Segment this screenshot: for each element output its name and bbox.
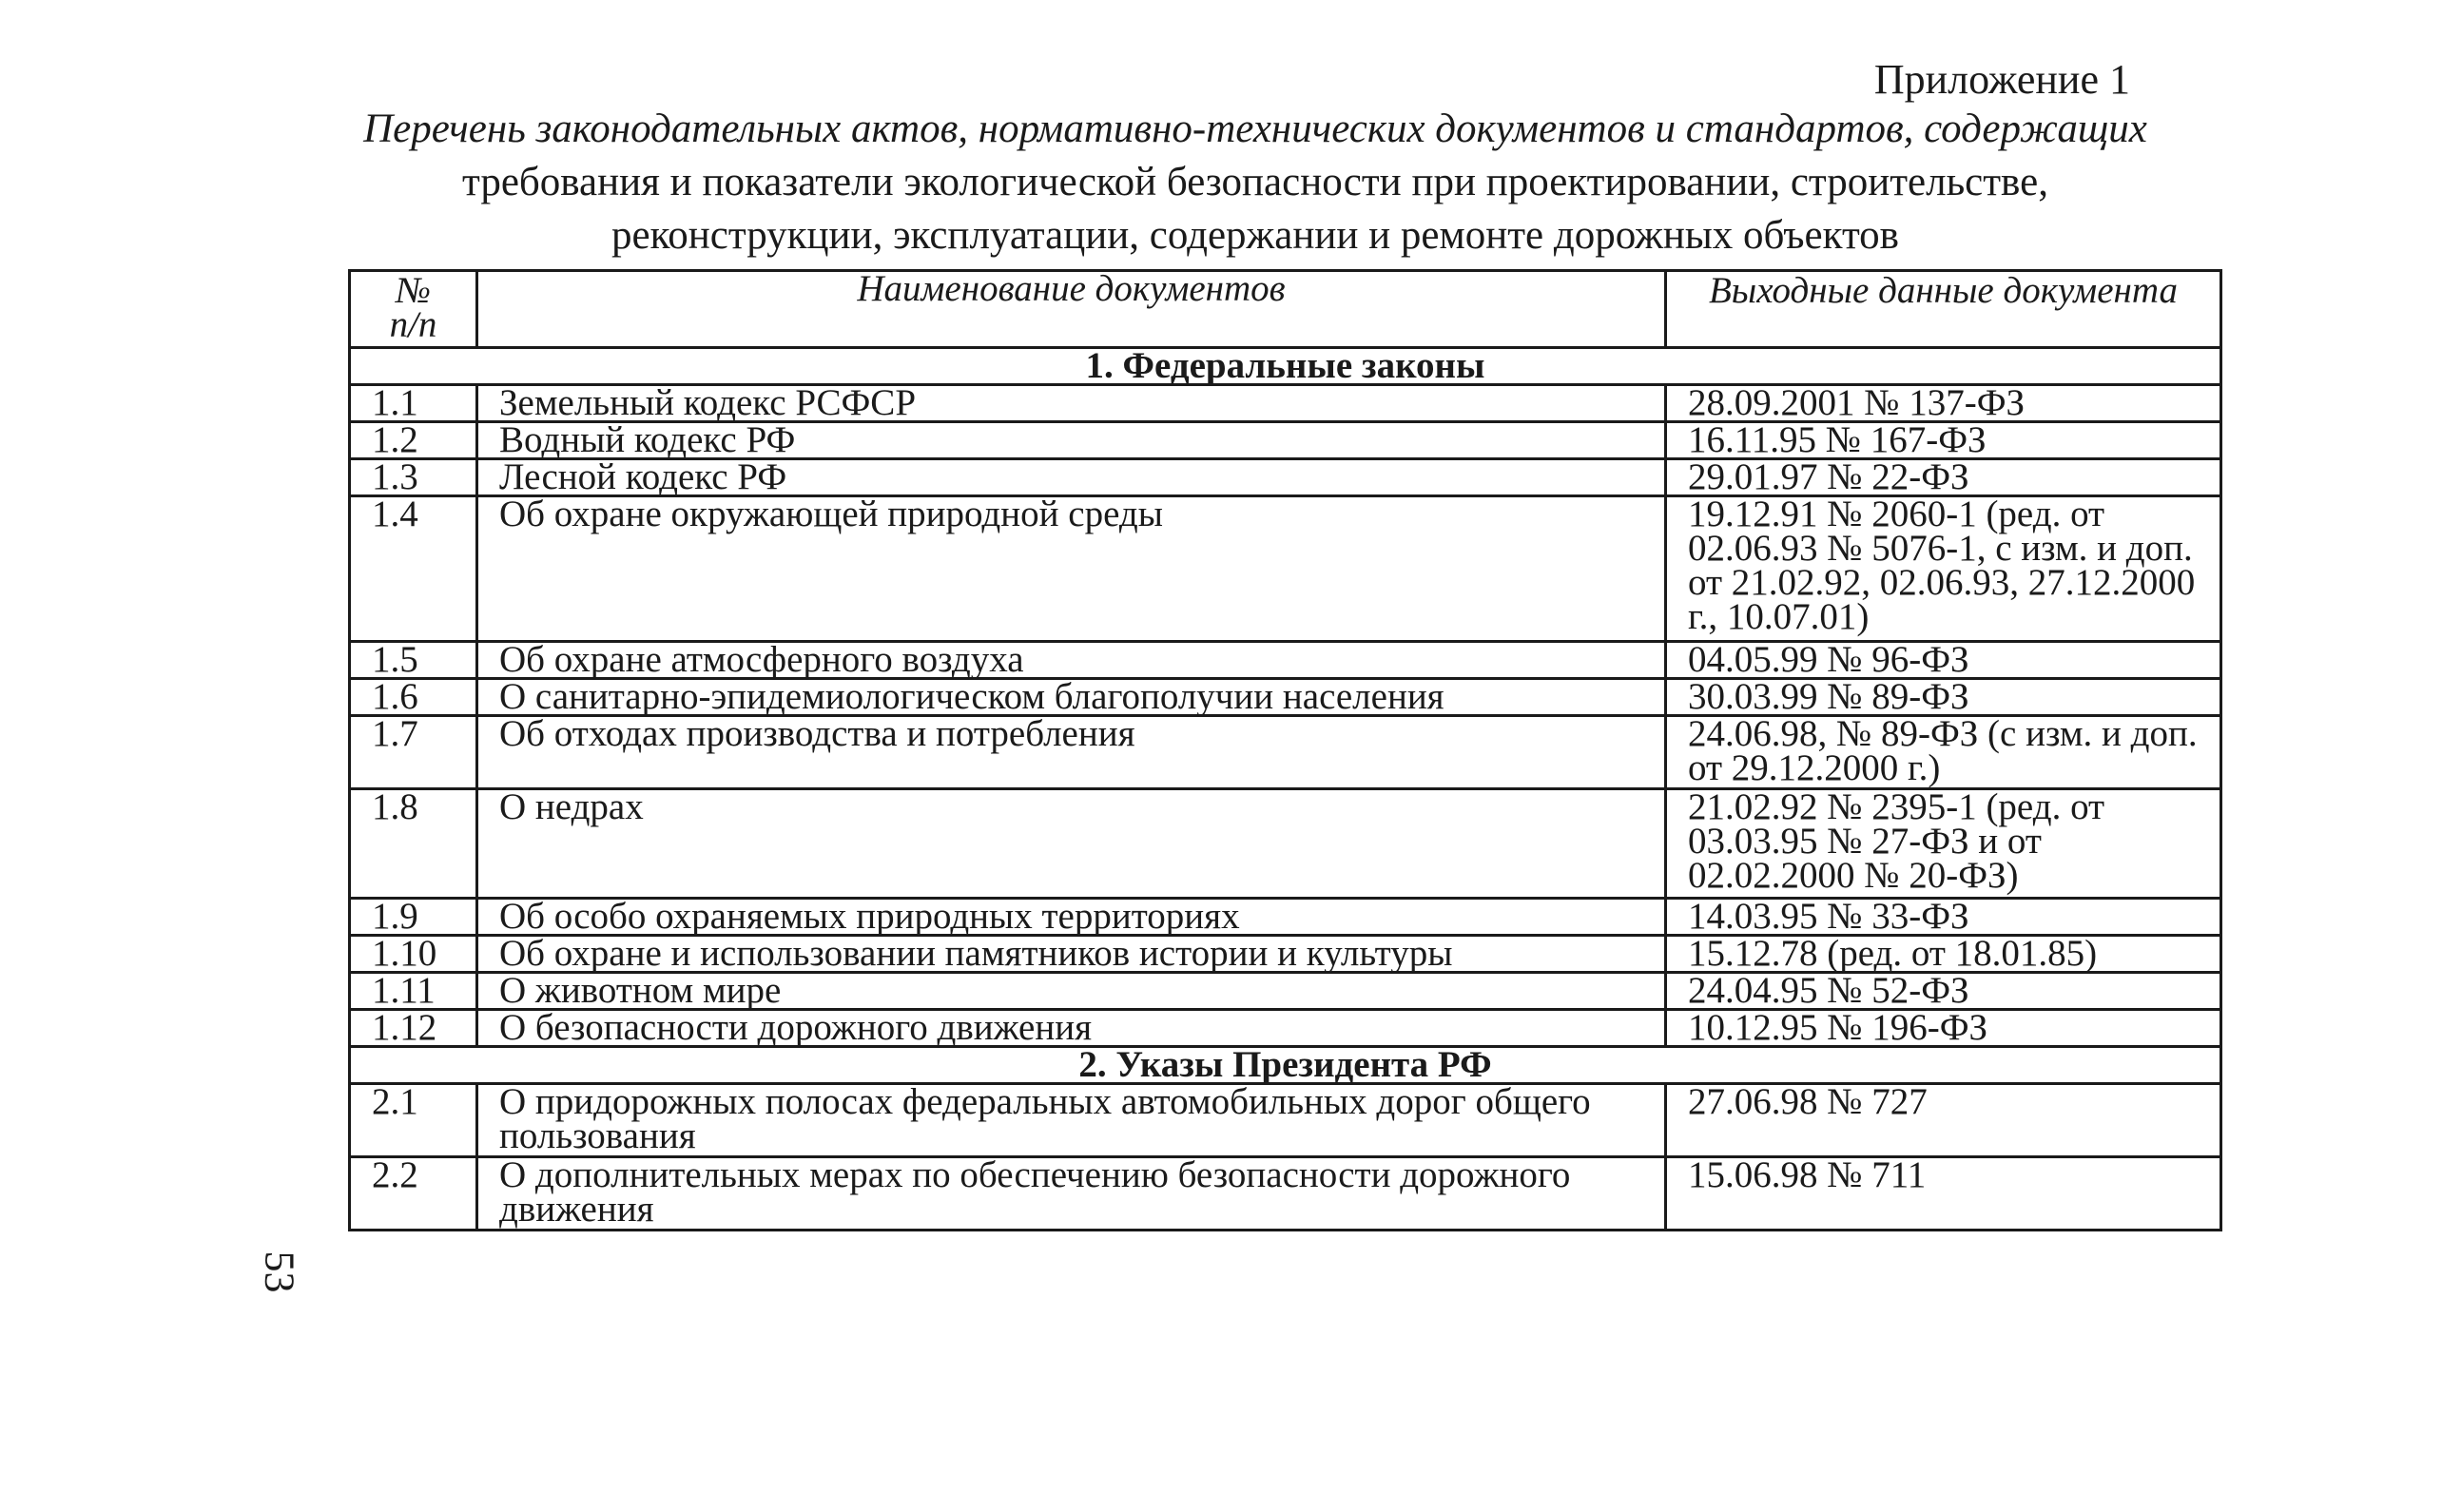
- row-output: 29.01.97 № 22-ФЗ: [1666, 459, 2221, 496]
- row-number: 1.8: [350, 789, 477, 899]
- row-name: О санитарно-эпидемиологическом благополучии населения: [477, 679, 1666, 716]
- row-output: 28.09.2001 № 137-ФЗ: [1666, 385, 2221, 422]
- page-number: 53: [256, 1250, 303, 1293]
- row-output: 27.06.98 № 727: [1666, 1084, 2221, 1157]
- row-output: 21.02.92 № 2395-1 (ред. от 03.03.95 № 27-ФЗ и от 02.02.2000 № 20-ФЗ): [1666, 789, 2221, 899]
- table-row: [350, 1084, 2221, 1157]
- header-number-symbol: №: [396, 270, 431, 311]
- section-row: [350, 348, 2221, 385]
- table-row: [350, 679, 2221, 716]
- row-number: 2.2: [350, 1157, 477, 1231]
- row-number: 1.10: [350, 936, 477, 973]
- row-name: О недрах: [477, 789, 1666, 899]
- table-row: [350, 716, 2221, 789]
- row-output: 10.12.95 № 196-ФЗ: [1666, 1010, 2221, 1047]
- row-name: Об отходах производства и потребления: [477, 716, 1666, 789]
- row-name: О безопасности дорожного движения: [477, 1010, 1666, 1047]
- title-line-1: Перечень законодательных актов, нормативно-технических документов и стандартов, содержащих: [363, 107, 2147, 151]
- section-title-presidential-decrees: 2. Указы Президента РФ: [350, 1047, 2221, 1084]
- row-name: Водный кодекс РФ: [477, 422, 1666, 459]
- table-row: [350, 422, 2221, 459]
- table-row: [350, 973, 2221, 1010]
- row-number: 1.12: [350, 1010, 477, 1047]
- document-title: [314, 103, 2197, 262]
- table-row: [350, 459, 2221, 496]
- row-output: 15.06.98 № 711: [1666, 1157, 2221, 1231]
- row-name: Об особо охраняемых природных территориях: [477, 899, 1666, 936]
- table-row: [350, 385, 2221, 422]
- row-number: 1.1: [350, 385, 477, 422]
- row-number: 1.6: [350, 679, 477, 716]
- header-name: Наименование документов: [477, 271, 1666, 348]
- row-output: 15.12.78 (ред. от 18.01.85): [1666, 936, 2221, 973]
- table-row: [350, 1157, 2221, 1231]
- row-output: 24.04.95 № 52-ФЗ: [1666, 973, 2221, 1010]
- table-row: [350, 496, 2221, 642]
- row-number: 1.11: [350, 973, 477, 1010]
- row-name: О животном мире: [477, 973, 1666, 1010]
- section-row: [350, 1047, 2221, 1084]
- row-number: 1.2: [350, 422, 477, 459]
- title-line-2: требования и показатели экологической безопасности при проектировании, строительстве,: [462, 160, 2048, 204]
- table-header-row: [350, 271, 2221, 348]
- row-number: 2.1: [350, 1084, 477, 1157]
- table-row: [350, 936, 2221, 973]
- row-name: Земельный кодекс РСФСР: [477, 385, 1666, 422]
- header-number: [350, 271, 477, 348]
- row-output: 14.03.95 № 33-ФЗ: [1666, 899, 2221, 936]
- table-row: [350, 899, 2221, 936]
- row-name: Лесной кодекс РФ: [477, 459, 1666, 496]
- appendix-label: Приложение 1: [1873, 56, 2130, 103]
- row-number: 1.3: [350, 459, 477, 496]
- row-output: 19.12.91 № 2060-1 (ред. от 02.06.93 № 5076-1, с изм. и доп. от 21.02.92, 02.06.93, 27.12.2000 г., 10.07.01): [1666, 496, 2221, 642]
- section-title-federal-laws: 1. Федеральные законы: [350, 348, 2221, 385]
- row-number: 1.7: [350, 716, 477, 789]
- header-number-abbrev: п/п: [389, 304, 437, 345]
- table-row: [350, 789, 2221, 899]
- row-name: Об охране окружающей природной среды: [477, 496, 1666, 642]
- row-name: Об охране и использовании памятников истории и культуры: [477, 936, 1666, 973]
- title-line-3: реконструкции, эксплуатации, содержании и ремонте дорожных объектов: [611, 213, 1899, 258]
- table-row: [350, 1010, 2221, 1047]
- row-output: 30.03.99 № 89-ФЗ: [1666, 679, 2221, 716]
- row-output: 16.11.95 № 167-ФЗ: [1666, 422, 2221, 459]
- table-row: [350, 642, 2221, 679]
- header-output: Выходные данные документа: [1666, 271, 2221, 348]
- row-output: 24.06.98, № 89-ФЗ (с изм. и доп. от 29.12.2000 г.): [1666, 716, 2221, 789]
- row-number: 1.9: [350, 899, 477, 936]
- row-output: 04.05.99 № 96-ФЗ: [1666, 642, 2221, 679]
- row-number: 1.5: [350, 642, 477, 679]
- row-name: О дополнительных мерах по обеспечению безопасности дорожного движения: [477, 1157, 1666, 1231]
- row-name: О придорожных полосах федеральных автомобильных дорог общего пользования: [477, 1084, 1666, 1157]
- row-name: Об охране атмосферного воздуха: [477, 642, 1666, 679]
- row-number: 1.4: [350, 496, 477, 642]
- documents-table: [348, 269, 2222, 1231]
